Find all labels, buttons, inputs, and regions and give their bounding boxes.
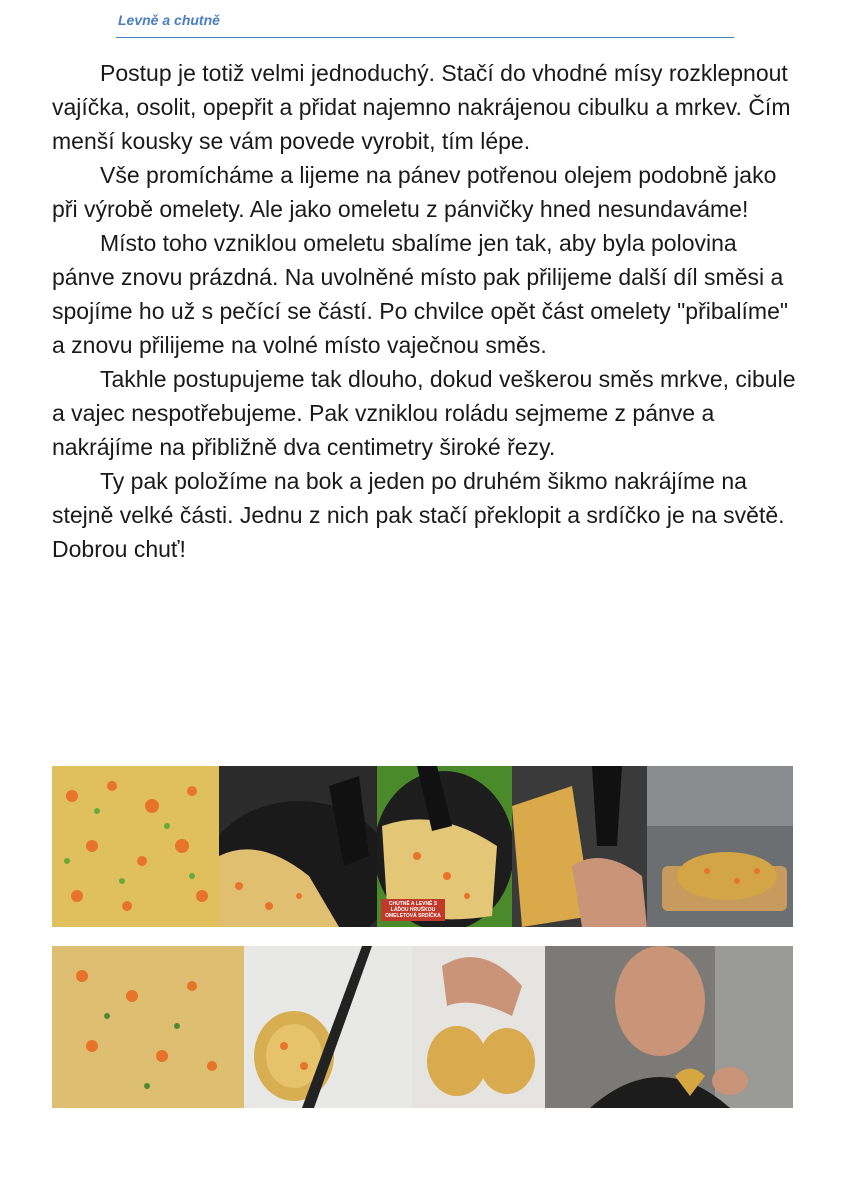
photo-rolling-hand (512, 766, 647, 927)
photo-chef-with-heart (545, 946, 793, 1108)
photo-roll-closeup (52, 946, 244, 1108)
photo-omelette-pan (219, 766, 377, 927)
header-rule (116, 37, 734, 38)
paragraph: Vše promícháme a lijeme na pánev potřenou olejem podobně jako při výrobě omelety. Ale jako omeletu z pánvičky hned nesundaváme! (52, 162, 777, 222)
photo-heart-slices (412, 946, 545, 1108)
page-header-title: Levně a chutně (118, 12, 220, 28)
paragraph: Ty pak položíme na bok a jeden po druhém šikmo nakrájíme na stejně velké části. Jednu z nich pak stačí překlopit a srdíčko je na světě. Dobrou chuť! (52, 468, 785, 562)
paragraph: Takhle postupujeme tak dlouho, dokud veškerou směs mrkve, cibule a vajec nespotřebujeme. Pak vzniklou roládu sejmeme z pánve a nakrájíme na přibližně dva centimetry široké řezy. (52, 366, 796, 460)
photo-egg-mixture (52, 766, 219, 927)
photo-roll-on-board (647, 766, 793, 927)
photo-omelette-rolling (377, 766, 512, 927)
paragraph: Postup je totiž velmi jednoduchý. Stačí do vhodné mísy rozklepnout vajíčka, osolit, opepřit a přidat najemno nakrájenou cibulku a mrkev. Čím menší kousky se vám povede vyrobit, tím lépe. (52, 60, 791, 154)
article-body (52, 56, 804, 566)
overlay-label: CHUTNĚ A LEVNĚ S LÁĎOU HRUŠKOU OMELETOVÁ SRDÍČKA (381, 899, 445, 921)
paragraph: Místo toho vzniklou omeletu sbalíme jen tak, aby byla polovina pánve znovu prázdná. Na uvolněné místo pak přilijeme další díl směsi a spojíme ho už s pečící se částí. Po chvilce opět část omelety "přibalíme" a znovu přilijeme na volné místo vaječnou směs. (52, 230, 789, 358)
photo-knife-cutting (244, 946, 412, 1108)
